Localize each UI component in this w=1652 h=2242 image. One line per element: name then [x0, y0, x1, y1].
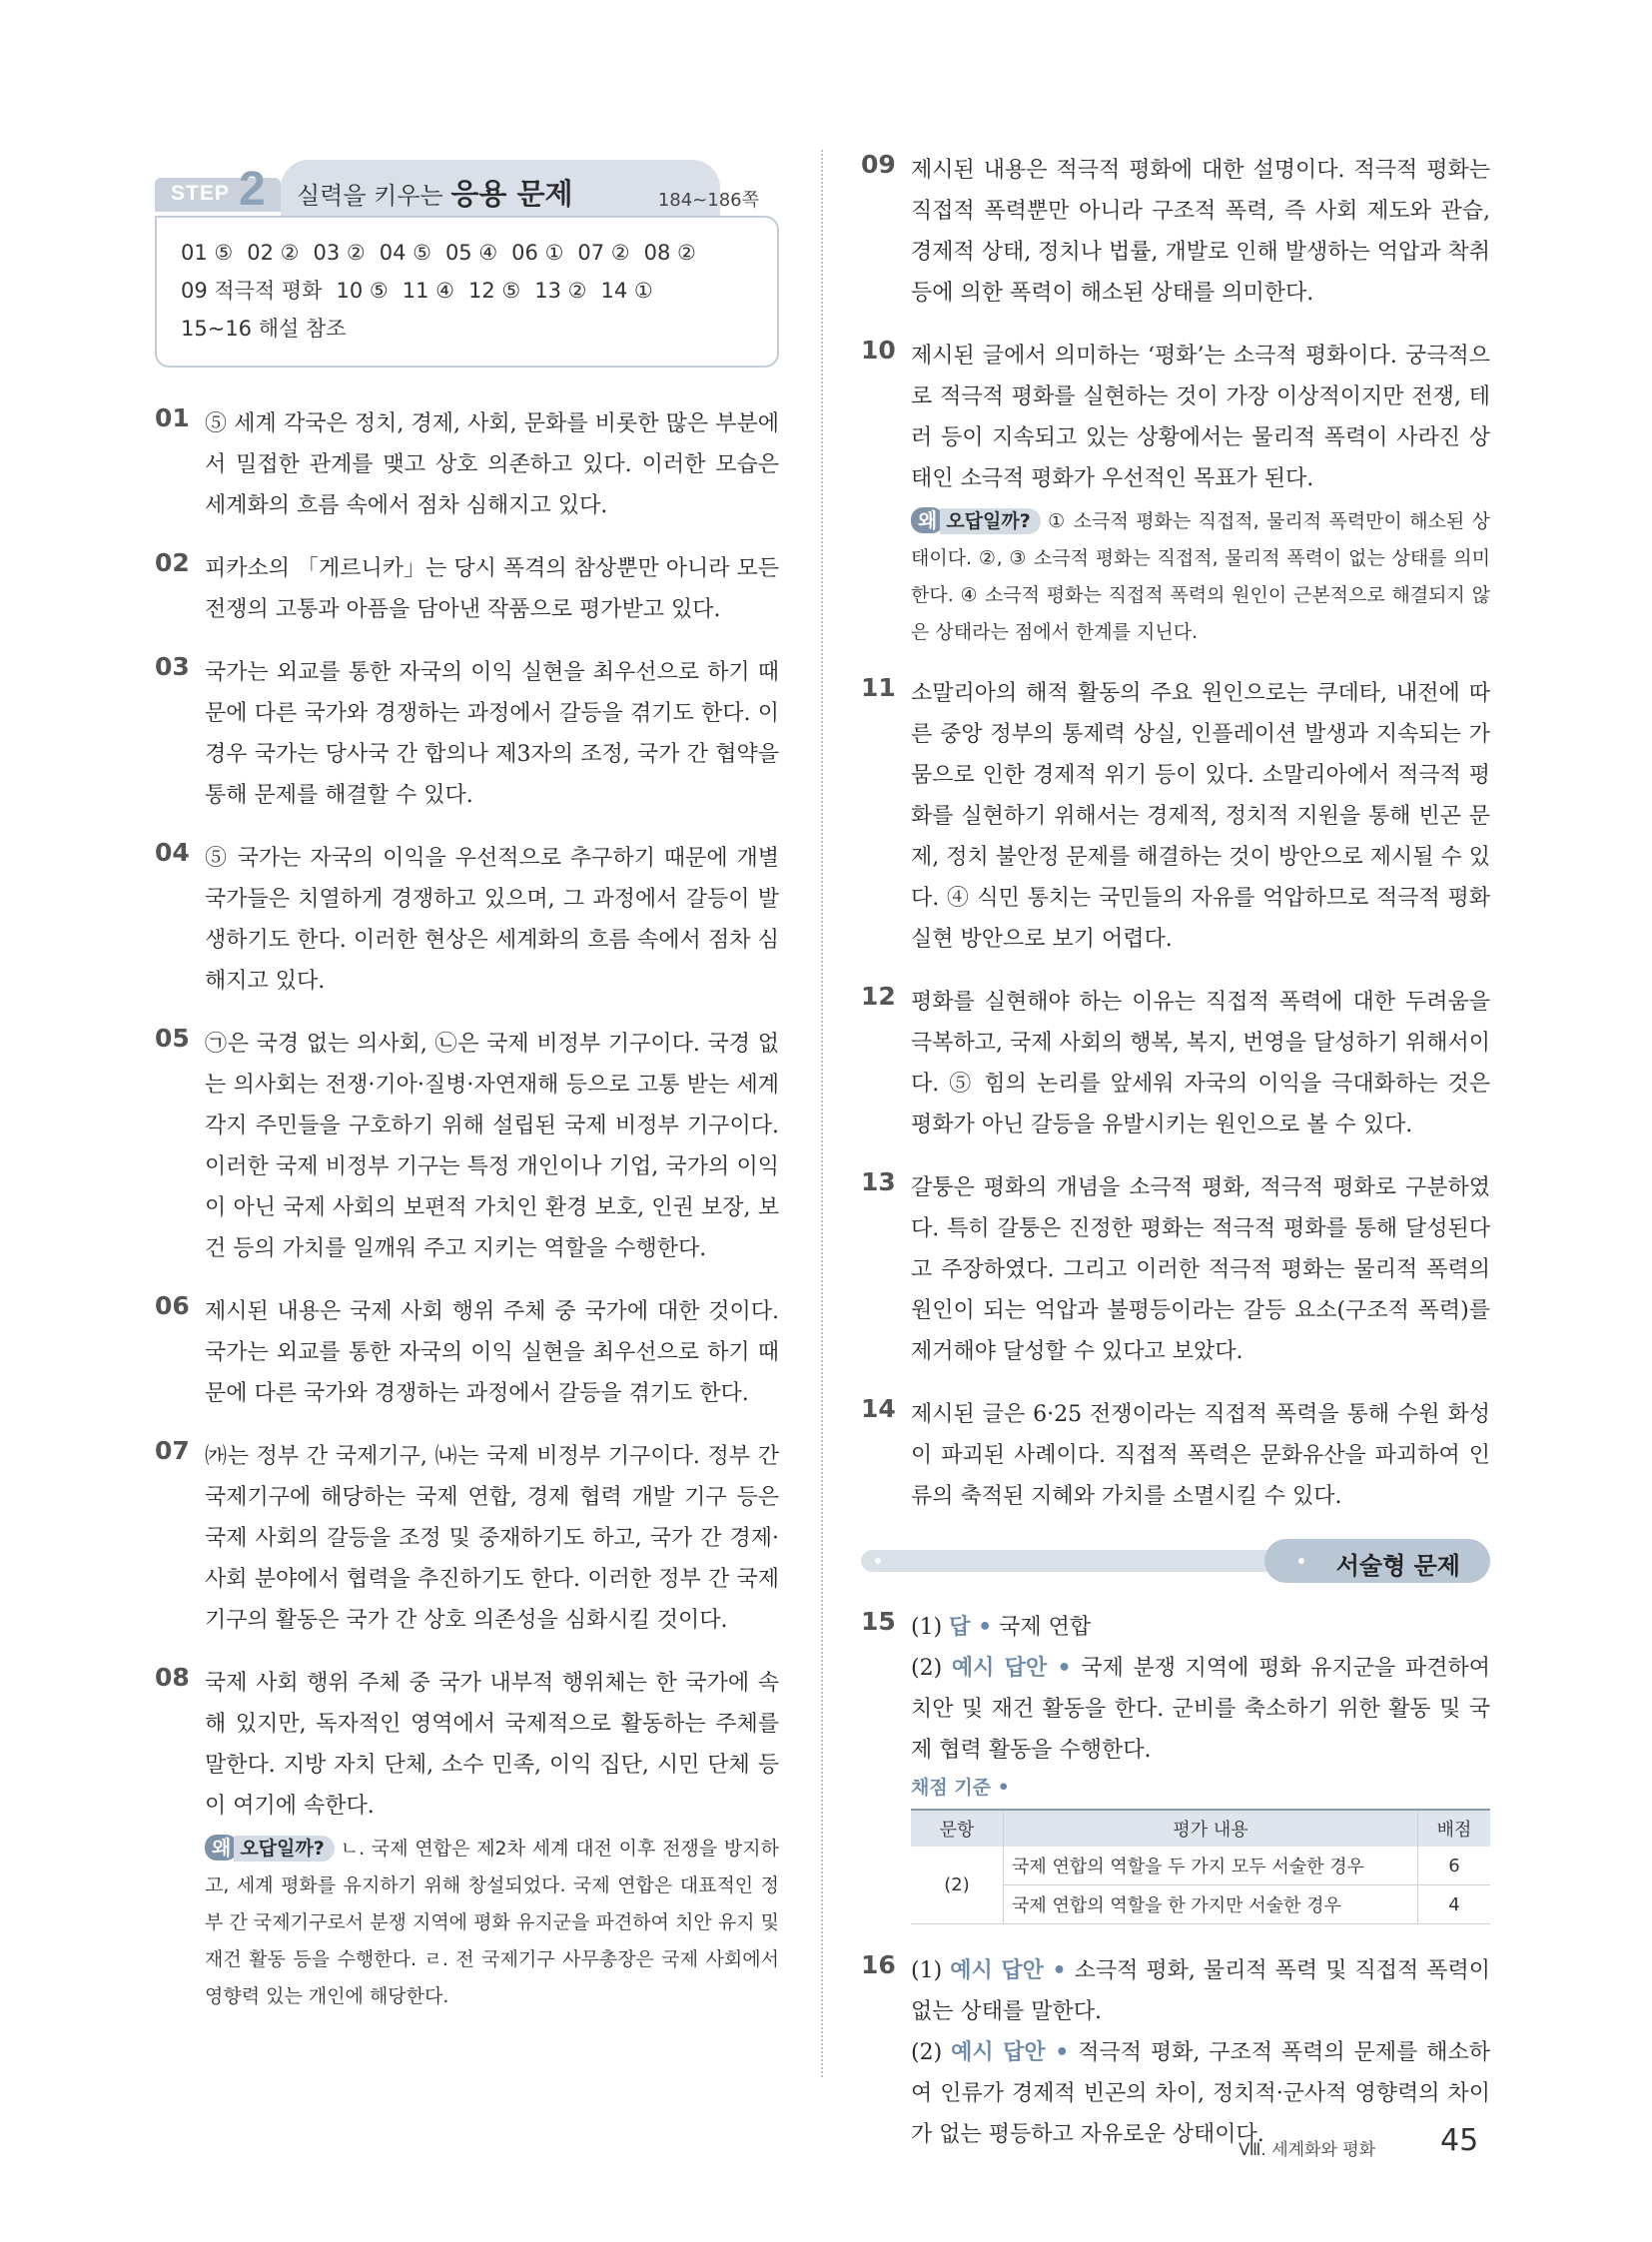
- answer-entry: 10 ⑤: [336, 279, 389, 303]
- answer-label-text: 예시 답안: [951, 2040, 1046, 2065]
- table-header: 문항: [911, 1810, 1004, 1847]
- table-header-row: [911, 1810, 1490, 1847]
- grading-table: [911, 1809, 1490, 1924]
- step-number: 2: [239, 163, 266, 216]
- explanation-item-09: [861, 150, 1490, 314]
- answer-entry: 06 ①: [511, 241, 564, 265]
- item-text: 평화를 실현해야 하는 이유는 직접적 폭력에 대한 두려움을 극복하고, 국제 사회의 행복, 복지, 번영을 달성하기 위해서이다. ⑤ 힘의 논리를 앞세워 자국의 이익을 극대화하는 것은 평화가 아닌 갈등을 유발시키는 원인으로 볼 수 있다.: [911, 990, 1490, 1137]
- explanation-item-11: [861, 673, 1490, 960]
- answer-label: 예시 답안 •: [950, 1958, 1067, 1983]
- sub-prefix: (2): [911, 2040, 943, 2065]
- explanation-item-10: [861, 336, 1490, 651]
- item-text: 제시된 내용은 적극적 평화에 대한 설명이다. 적극적 평화는 직접적 폭력뿐만 아니라 구조적 폭력, 즉 사회 제도와 관습, 경제적 상태, 정치나 법률, 개발로 인해 발생하는 억압과 착취 등에 의한 폭력이 해소된 상태를 의미한다.: [911, 158, 1490, 306]
- item-text: ㉠은 국경 없는 의사회, ㉡은 국제 비정부 기구이다. 국경 없는 의사회는 전쟁·기아·질병·자연재해 등으로 고통 받는 세계 각지 주민들을 구호하기 위해 설립된 국제 비정부 기구이다. 이러한 국제 비정부 기구는 특정 개인이나 기업, 국가의 이익이 아닌 국제 사회의 보편적 가치인 환경 보호, 인권 보장, 보건 등의 가치를 일깨워 주고 지키는 역할을 수행한다.: [205, 1032, 779, 1261]
- essay-section-bar: [861, 1539, 1490, 1583]
- item-number: 12: [861, 982, 896, 1011]
- answer-entry: 13 ②: [534, 279, 587, 303]
- step-word: STEP: [171, 182, 230, 205]
- item-text: 제시된 내용은 국제 사회 행위 주체 중 국가에 대한 것이다. 국가는 외교를 통한 자국의 이익 실현을 최우선으로 하기 때문에 다른 국가와 경쟁하는 과정에서 갈등을 겪기도 한다.: [205, 1299, 779, 1406]
- why-badge: 왜: [911, 507, 944, 533]
- essay-question-16: [861, 1950, 1490, 2155]
- sub-prefix: (1): [911, 1615, 943, 1640]
- item-text: 국제 사회 행위 주체 중 국가 내부적 행위체는 한 국가에 속해 있지만, 독자적인 영역에서 국제적으로 활동하는 주체를 말한다. 지방 자치 단체, 소수 민족, 이익 집단, 시민 단체 등이 여기에 속한다.: [205, 1671, 779, 1819]
- answer-text: 국제 연합: [999, 1615, 1092, 1640]
- item-number: 09: [861, 150, 896, 179]
- answer-entry: 14 ①: [600, 279, 653, 303]
- step-header: [155, 150, 779, 216]
- answer-text: 적극적 평화, 구조적 폭력의 문제를 해소하여 인류가 경제적 빈곤의 차이, 정치적·군사적 영향력의 차이가 없는 평등하고 자유로운 상태이다.: [911, 2040, 1490, 2147]
- answer-note: 15~16 해설 참조: [181, 317, 347, 341]
- item-text: 소말리아의 해적 활동의 주요 원인으로는 쿠데타, 내전에 따른 중앙 정부의 통제력 상실, 인플레이션 발생과 지속되는 가뭄으로 인한 경제적 위기 등이 있다. 소말리아에서 적극적 평화를 실현하기 위해서는 경제적, 정치적 지원을 통해 빈곤 문제, 정치 불안정 문제를 해결하는 것이 방안으로 제시될 수 있다. ④ 식민 통치는 국민들의 자유를 억압하므로 적극적 평화 실현 방안으로 보기 어렵다.: [911, 681, 1490, 952]
- step-title-main: 응용 문제: [450, 177, 573, 211]
- answer-label: 예시 답안 •: [951, 1656, 1072, 1681]
- explanation-item-13: [861, 1167, 1490, 1372]
- footer-section-title: Ⅷ. 세계화와 평화: [1239, 2140, 1376, 2160]
- item-number: 04: [155, 838, 190, 867]
- item-number: 03: [155, 652, 190, 681]
- answer-label-text: 예시 답안: [951, 1656, 1048, 1681]
- item-number: 13: [861, 1167, 896, 1196]
- answer-row-3: [181, 310, 757, 348]
- why-wrong-note: [911, 503, 1490, 651]
- item-number: 05: [155, 1024, 190, 1053]
- table-header: 배점: [1418, 1810, 1491, 1847]
- explanation-item-03: [155, 652, 779, 816]
- item-number: 14: [861, 1394, 896, 1423]
- item-text: 국가는 외교를 통한 자국의 이익 실현을 최우선으로 하기 때문에 다른 국가와 경쟁하는 과정에서 갈등을 겪기도 한다. 이 경우 국가는 당사국 간 합의나 제3자의 조정, 국가 간 협약을 통해 문제를 해결할 수 있다.: [205, 660, 779, 808]
- why-label: 오답일까?: [940, 508, 1040, 534]
- step-page-range: 184~186쪽: [657, 190, 759, 211]
- essay-question-15: [861, 1607, 1490, 1924]
- bullet-dot-icon: [1298, 1558, 1304, 1564]
- grading-criteria-label: 채점 기준 •: [911, 1777, 1010, 1799]
- why-wrong-note: [205, 1831, 779, 2015]
- table-cell-score: 6: [1418, 1847, 1491, 1885]
- criteria-text: 채점 기준: [911, 1777, 992, 1799]
- explanation-item-06: [155, 1291, 779, 1414]
- page-number: 45: [1440, 2123, 1479, 2158]
- answer-text: 국제 분쟁 지역에 평화 유지군을 파견하여 치안 및 재건 활동을 한다. 군비를 축소하기 위한 활동 및 국제 협력 활동을 수행한다.: [911, 1656, 1490, 1763]
- item-number: 01: [155, 403, 190, 432]
- explanation-item-07: [155, 1436, 779, 1641]
- table-cell-content: 국제 연합의 역할을 한 가지만 서술한 경우: [1004, 1885, 1418, 1924]
- item-number: 07: [155, 1436, 190, 1465]
- answer-entry: 02 ②: [247, 241, 300, 265]
- answer-entry: 07 ②: [577, 241, 630, 265]
- why-text: ① 소극적 평화는 직접적, 물리적 폭력만이 해소된 상태이다. ②, ③ 소극적 평화는 직접적, 물리적 폭력이 없는 상태를 의미한다. ④ 소극적 평화는 직접적 폭력의 원인이 근본적으로 해결되지 않은 상태라는 점에서 한계를 지닌다.: [911, 510, 1490, 643]
- answer-row-1: [181, 234, 757, 272]
- why-text: ㄴ. 국제 연합은 제2차 세계 대전 이후 전쟁을 방지하고, 세계 평화를 유지하기 위해 창설되었다. 국제 연합은 대표적인 정부 간 국제기구로서 분쟁 지역에 평화 유지군을 파견하여 치안 유지 및 재건 활동 등을 수행한다. ㄹ. 전 국제기구 사무총장은 국제 사회에서 영향력 있는 개인에 해당한다.: [205, 1838, 779, 2007]
- item-text: [911, 1607, 1490, 1771]
- answer-entry: 05 ④: [444, 241, 498, 265]
- answer-key-box: [155, 216, 779, 368]
- explanation-item-01: [155, 403, 779, 526]
- why-badge: 왜: [205, 1835, 238, 1861]
- answer-entry: 03 ②: [313, 241, 366, 265]
- answer-label-text: 답: [949, 1615, 971, 1640]
- sub-prefix: (1): [911, 1958, 943, 1983]
- step-title: [297, 172, 573, 213]
- sub-prefix: (2): [911, 1656, 943, 1681]
- item-number: 10: [861, 336, 896, 365]
- explanation-item-04: [155, 838, 779, 1002]
- explanation-item-14: [861, 1394, 1490, 1517]
- table-cell-content: 국제 연합의 역할을 두 가지 모두 서술한 경우: [1004, 1847, 1418, 1885]
- left-explanations: [155, 403, 779, 2015]
- answer-entry: 08 ②: [643, 241, 696, 265]
- item-number: 06: [155, 1291, 190, 1320]
- answer-entry: 01 ⑤: [181, 241, 234, 265]
- item-number: 08: [155, 1663, 190, 1692]
- right-explanations: [861, 150, 1490, 1517]
- item-text: [911, 1950, 1490, 2155]
- step-title-prefix: 실력을 키우는: [297, 182, 443, 210]
- right-column: [861, 150, 1490, 2177]
- item-text: ⑤ 세계 각국은 정치, 경제, 사회, 문화를 비롯한 많은 부분에서 밀접한 관계를 맺고 상호 의존하고 있다. 이러한 모습은 세계화의 흐름 속에서 점차 심해지고 있다.: [205, 411, 779, 518]
- table-cell-item: (2): [911, 1847, 1004, 1924]
- explanation-item-02: [155, 548, 779, 630]
- bullet-dot-icon: [875, 1558, 881, 1564]
- left-column: [155, 150, 779, 2037]
- item-text: ㈎는 정부 간 국제기구, ㈏는 국제 비정부 기구이다. 정부 간 국제기구에 해당하는 국제 연합, 경제 협력 개발 기구 등은 국제 사회의 갈등을 조정 및 중재하기도 하고, 국가 간 경제·사회 분야에서 협력을 추진하기도 한다. 이러한 정부 간 국제기구의 활동은 국가 간 상호 의존성을 심화시킬 것이다.: [205, 1444, 779, 1633]
- answer-label: 답 •: [949, 1615, 993, 1640]
- answer-entry: 04 ⑤: [379, 241, 431, 265]
- item-text: 피카소의 「게르니카」는 당시 폭격의 참상뿐만 아니라 모든 전쟁의 고통과 아픔을 담아낸 작품으로 평가받고 있다.: [205, 556, 779, 622]
- table-header: 평가 내용: [1004, 1810, 1418, 1847]
- answer-text: 소극적 평화, 물리적 폭력 및 직접적 폭력이 없는 상태를 말한다.: [911, 1958, 1490, 2024]
- item-number: 16: [861, 1950, 896, 1979]
- answer-entry: 09 적극적 평화: [181, 279, 323, 303]
- why-label: 오답일까?: [234, 1836, 334, 1862]
- item-text: ⑤ 국가는 자국의 이익을 우선적으로 추구하기 때문에 개별 국가들은 치열하게 경쟁하고 있으며, 그 과정에서 갈등이 발생하기도 한다. 이러한 현상은 세계화의 흐름 속에서 점차 심해지고 있다.: [205, 846, 779, 994]
- item-text: 갈퉁은 평화의 개념을 소극적 평화, 적극적 평화로 구분하였다. 특히 갈퉁은 진정한 평화는 적극적 평화를 통해 달성된다고 주장하였다. 그리고 이러한 적극적 평화는 물리적 폭력의 원인이 되는 억압과 불평등이라는 갈등 요소(구조적 폭력)를 제거해야 달성할 수 있다고 보았다.: [911, 1175, 1490, 1364]
- item-text: 제시된 글에서 의미하는 ‘평화’는 소극적 평화이다. 궁극적으로 적극적 평화를 실현하는 것이 가장 이상적이지만 전쟁, 테러 등이 지속되고 있는 상황에서는 물리적 폭력이 사라진 상태인 소극적 평화가 우선적인 목표가 된다.: [911, 344, 1490, 491]
- answer-label: 예시 답안 •: [951, 2040, 1070, 2065]
- answer-entry: 12 ⑤: [467, 279, 521, 303]
- answer-entry: 11 ④: [402, 279, 454, 303]
- item-text: 제시된 글은 6·25 전쟁이라는 직접적 폭력을 통해 수원 화성이 파괴된 사례이다. 직접적 폭력은 문화유산을 파괴하여 인류의 축적된 지혜와 가치를 소멸시킬 수 있다.: [911, 1402, 1490, 1509]
- explanation-item-05: [155, 1024, 779, 1269]
- item-number: 11: [861, 673, 896, 702]
- item-number: 15: [861, 1607, 896, 1636]
- column-divider: [821, 150, 823, 2077]
- item-number: 02: [155, 548, 190, 577]
- table-cell-score: 4: [1418, 1885, 1491, 1924]
- table-row: [911, 1847, 1490, 1885]
- explanation-item-08: [155, 1663, 779, 2015]
- essay-section-title: 서술형 문제: [1335, 1552, 1460, 1580]
- answer-row-2: [181, 272, 757, 310]
- answer-label-text: 예시 답안: [950, 1958, 1044, 1983]
- explanation-item-12: [861, 982, 1490, 1145]
